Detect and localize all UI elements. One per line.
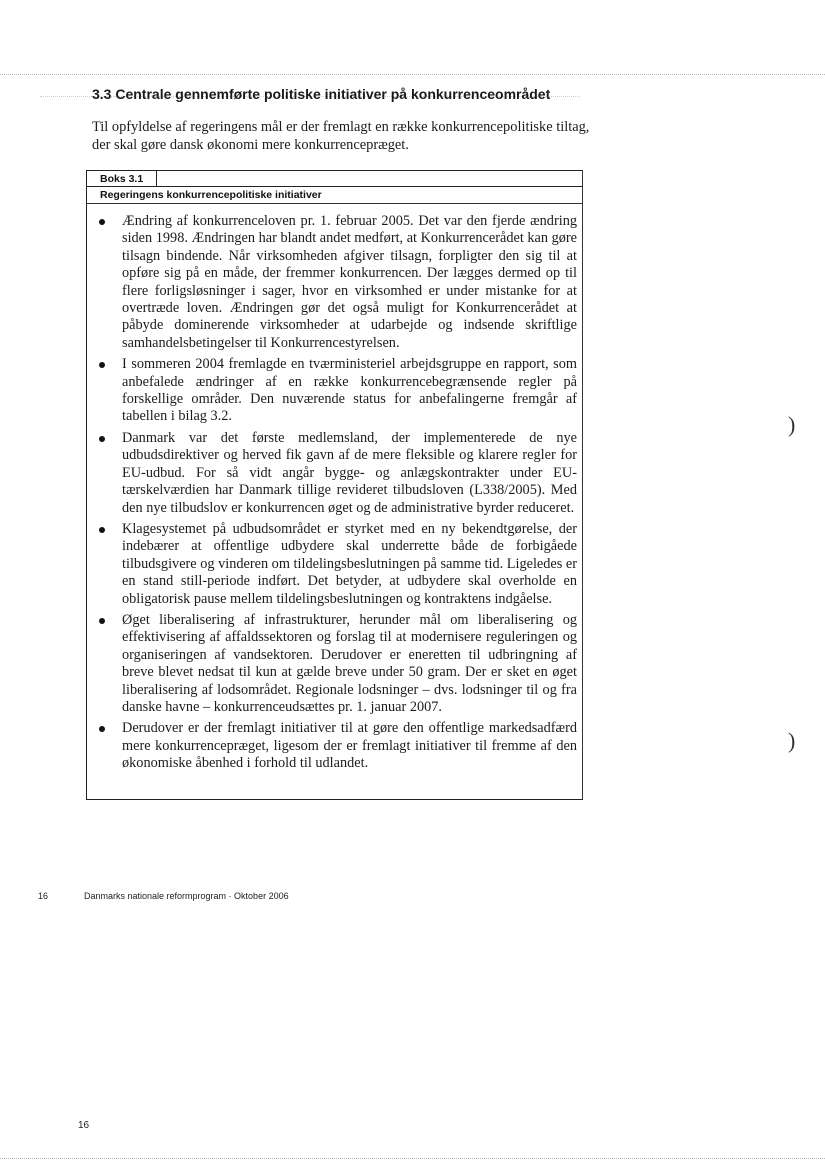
footer-title: Danmarks nationale reformprogram · Oktober 2006	[84, 891, 289, 901]
bullet-icon	[99, 436, 105, 442]
box-label-divider	[87, 186, 582, 187]
scan-line-bottom	[0, 1158, 825, 1159]
initiatives-list	[87, 213, 582, 777]
intro-paragraph: Til opfyldelse af regeringens mål er der fremlagt en række konkurrencepolitiske tiltag, der skal gøre dansk økonomi mere konkurrencepræget.	[92, 119, 590, 153]
box-3-1	[86, 170, 583, 800]
list-item	[87, 430, 582, 517]
list-item	[87, 612, 582, 716]
footer-page-number: 16	[38, 891, 49, 901]
box-label: Boks 3.1	[87, 171, 157, 186]
list-item	[87, 213, 582, 352]
list-item-text: Øget liberalisering af infrastrukturer, herunder mål om liberalisering og effektivisering af affaldssektoren og forslag til at modernisere reguleringen og organiseringen af vandsektoren. Derudover er eneretten til udbringning af breve blevet nedsat til kun at gælde breve under 50 gram. Der er sket en øget liberalisering af lodsområdet. Regionale lodsninger – dvs. lodsninger til og fra danske havne – konkurrenceudsættes pr. 1. januar 2007.	[122, 611, 577, 715]
margin-mark: )	[788, 728, 796, 753]
margin-mark: )	[788, 412, 796, 437]
list-item	[87, 720, 582, 772]
scan-line-top-1	[0, 74, 825, 75]
bullet-icon	[99, 219, 105, 225]
list-item-text: Derudover er der fremlagt initiativer til at gøre den offentlige markedsadfærd mere konkurrencepræget, ligesom der er fremlagt initiativer til fremme af den økonomiske åbenhed i forhold til udlandet.	[122, 720, 577, 772]
list-item-text: I sommeren 2004 fremlagde en tværministeriel arbejdsgruppe en rapport, som anbefalede ændringer af en række konkurrencebegrænsende regler på forskellige områder. Den nuværende status for anbefalingerne fremgår af tabellen i bilag 3.2.	[122, 356, 577, 425]
box-title: Regeringens konkurrencepolitiske initiativer	[100, 189, 322, 201]
list-item	[87, 521, 582, 608]
list-item-text: Klagesystemet på udbudsområdet er styrket med en ny bekendtgørelse, der indebærer at offentlige udbydere skal underrette både de forbigåede tilbudsgivere og vinderen om tildelingsbeslutningen på samme tid. Ligeledes er en stand still-periode indført. Det betyder, at udbydere skal overholde en obligatorisk pause mellem tildelingsbeslutningen og kontraktens indgåelse.	[122, 520, 578, 607]
list-item	[87, 356, 582, 426]
list-item-text: Danmark var det første medlemsland, der implementerede de nye udbudsdirektiver og herved fik gavn af de mere fleksible og klarere regler for EU-udbud. For så vidt angår bygge- og anlægskontrakter under EU-tærskelværdien har Danmark tillige revideret tilbudsloven (L338/2005). Med den nye tilbudslov er konkurrencen øget og de administrative byrder reduceret.	[122, 429, 577, 516]
box-title-divider	[87, 203, 582, 204]
bullet-icon	[99, 726, 105, 732]
bullet-icon	[99, 618, 105, 624]
bullet-icon	[99, 527, 105, 533]
list-item-text: Ændring af konkurrenceloven pr. 1. februar 2005. Det var den fjerde ændring siden 1998. Ændringen har blandt andet medført, at Konkurrencerådet kan gøre tilsagn bindende. Når virksomheden afgiver tilsagn, forpligter den sig til at opføre sig på en måde, der fremmer konkurrencen. Der lægges dermed op til flere forligsløsninger i sager, hvor en virksomhed er under mistanke for at overtræde loven. Ændringen gør det også muligt for Konkurrencerådet at påbyde dominerende virksomheder at udarbejde og indsende skriftlige samhandelsbetingelser til Konkurrencestyrelsen.	[122, 213, 577, 351]
section-heading: 3.3 Centrale gennemførte politiske initiativer på konkurrenceområdet	[92, 86, 551, 102]
bottom-page-number: 16	[78, 1120, 90, 1131]
bullet-icon	[99, 362, 105, 368]
